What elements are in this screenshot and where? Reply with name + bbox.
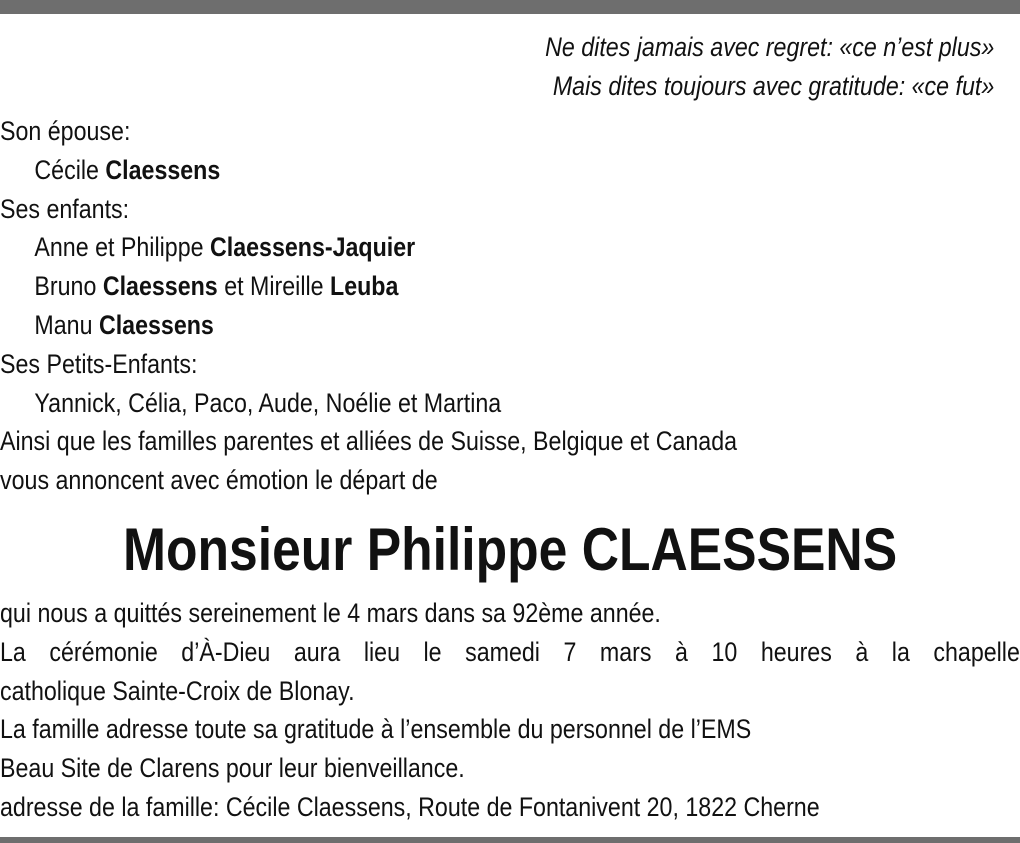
epigraph-quote	[545, 28, 994, 106]
ceremony-word: chapelle	[933, 636, 1020, 667]
spouse-heading: Son épouse:	[0, 116, 131, 146]
address-line: adresse de la famille: Cécile Claessens, Route de Fontanivent 20, 1822 Cherne	[0, 791, 820, 822]
child-2-and: et Mireille	[224, 271, 324, 302]
child-1	[0, 228, 877, 267]
deceased-name	[0, 512, 1020, 588]
passing-line: qui nous a quittés sereinement le 4 mars dans sa 92ème année.	[0, 598, 661, 628]
ceremony-line-1	[0, 633, 1020, 672]
ceremony-word: La	[0, 636, 26, 667]
ceremony-word: cérémonie	[49, 636, 158, 667]
child-1-first: Anne et Philippe	[34, 232, 204, 263]
ceremony-word: lieu	[363, 636, 400, 667]
ceremony-word: heures	[760, 636, 832, 667]
ceremony-word: 7	[563, 636, 577, 667]
deceased-name-text: Monsieur Philippe CLAESSENS	[122, 516, 898, 583]
child-3-last: Claessens	[98, 309, 214, 340]
quote-line-1: Ne dites jamais avec regret: «ce n’est plus»	[544, 32, 994, 62]
ceremony-word: 10	[711, 636, 738, 667]
relatives-line: Ainsi que les familles parentes et alliées de Suisse, Belgique et Canada	[0, 426, 738, 457]
ceremony-word: samedi	[465, 636, 540, 667]
child-1-last: Claessens-Jaquier	[209, 232, 416, 263]
ceremony-word: d’À-Dieu	[181, 636, 271, 667]
grandchildren-heading: Ses Petits-Enfants:	[0, 348, 198, 379]
ceremony-word: aura	[293, 636, 341, 667]
details-block	[0, 594, 1020, 827]
child-3-first: Manu	[34, 309, 93, 340]
ceremony-word: le	[423, 636, 442, 667]
child-2-first: Bruno	[34, 271, 97, 302]
children-heading: Ses enfants:	[0, 193, 130, 224]
child-2-partner-last: Leuba	[330, 271, 399, 302]
thanks-line-1: La famille adresse toute sa gratitude à l’ensemble du personnel de l’EMS	[0, 714, 752, 745]
child-3	[0, 306, 877, 345]
grandchildren-names: Yannick, Célia, Paco, Aude, Noélie et Martina	[34, 387, 502, 418]
top-border-rule	[0, 0, 1020, 14]
ceremony-word: la	[891, 636, 910, 667]
spouse-first-name: Cécile	[34, 154, 99, 185]
ceremony-word: à	[675, 636, 688, 667]
child-2-last: Claessens	[102, 271, 218, 302]
family-list	[0, 112, 1020, 500]
child-2	[0, 267, 877, 306]
quote-line-2: Mais dites toujours avec gratitude: «ce fut»	[552, 71, 994, 101]
ceremony-line-2: catholique Sainte-Croix de Blonay.	[0, 675, 355, 706]
spouse-last-name: Claessens	[105, 154, 221, 185]
ceremony-word: mars	[599, 636, 652, 667]
bottom-border-rule	[0, 837, 1020, 843]
announce-line: vous annoncent avec émotion le départ de	[0, 465, 438, 496]
spouse-name	[0, 151, 877, 190]
thanks-line-2: Beau Site de Clarens pour leur bienveillance.	[0, 753, 465, 784]
ceremony-word: à	[855, 636, 869, 667]
